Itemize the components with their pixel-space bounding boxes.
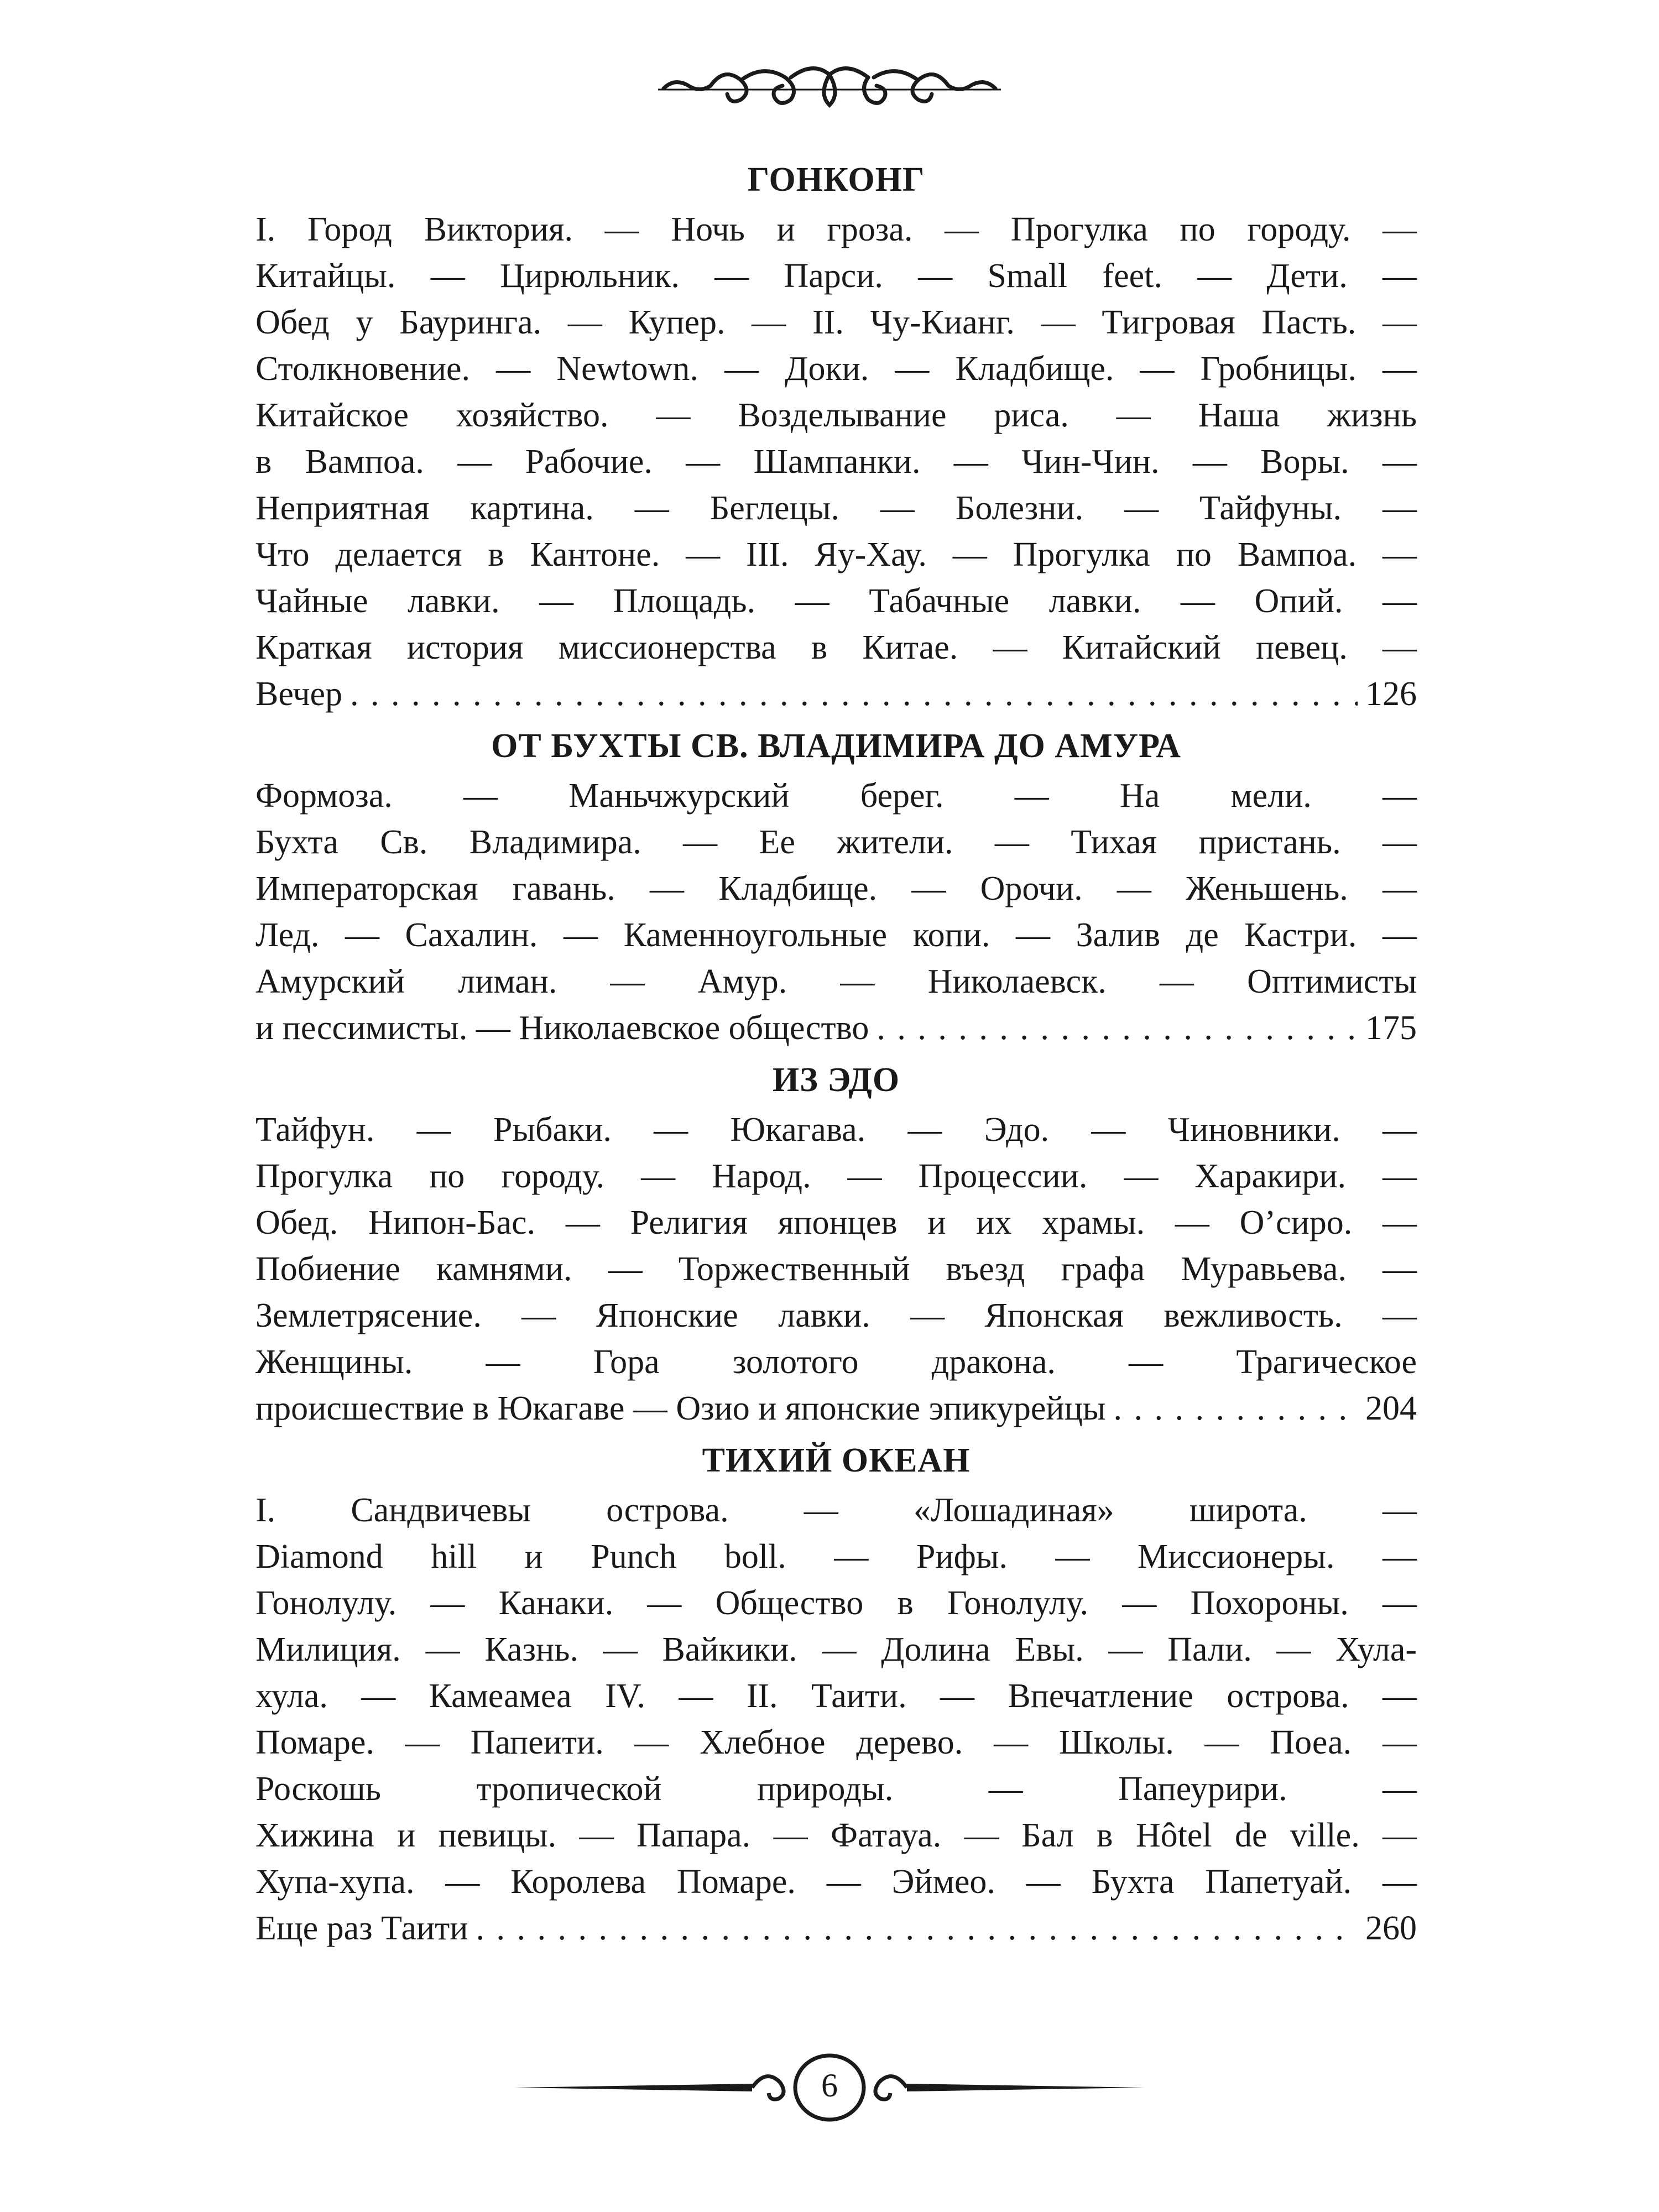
toc-line: I. Город Виктория. — Ночь и гроза. — Прогулка по городу. — [255, 211, 1417, 248]
top-ornament-icon [658, 55, 1001, 116]
toc-line: Помаре. — Папеити. — Хлебное дерево. — Школы. — Поеа. — [255, 1724, 1417, 1761]
toc-line: Обед. Нипон-Бас. — Религия японцев и их храмы. — О’сиро. — [255, 1204, 1417, 1241]
toc-section-pacific-ocean [255, 1438, 1417, 1952]
toc-line: хула. — Камеамеа IV. — II. Таити. — Впечатление острова. — [255, 1677, 1417, 1715]
toc-page-number: 126 [1365, 675, 1417, 713]
toc-line: Неприятная картина. — Беглецы. — Болезни. — Тайфуны. — [255, 489, 1417, 527]
toc-line: Амурский лиман. — Амур. — Николаевск. — Оптимисты [255, 963, 1417, 1000]
section-title: ОТ БУХТЫ СВ. ВЛАДИМИРА ДО АМУРА [491, 727, 1181, 765]
toc-line: Формоза. — Маньчжурский берег. — На мели. — [255, 777, 1417, 815]
toc-line: Роскошь тропической природы. — Папеурири. — [255, 1770, 1417, 1808]
toc-line: Чайные лавки. — Площадь. — Табачные лавки. — Опий. — [255, 582, 1417, 620]
dot-leader [476, 1905, 1358, 1952]
toc-line: Побиение камнями. — Торжественный въезд графа Муравьева. — [255, 1250, 1417, 1288]
toc-section-hong-kong [255, 158, 1417, 717]
toc-line: Гонолулу. — Канаки. — Общество в Гонолулу. — Похороны. — [255, 1584, 1417, 1622]
toc-line: Императорская гавань. — Кладбище. — Орочи. — Женьшень. — [255, 870, 1417, 907]
dot-leader [350, 671, 1358, 717]
toc-page-number: 175 [1365, 1009, 1417, 1047]
toc-line: Столкновение. — Newtown. — Доки. — Кладбище. — Гробницы. — [255, 350, 1417, 388]
toc-line: Обед у Бауринга. — Купер. — II. Чу-Кианг. — Тигровая Пасть. — [255, 304, 1417, 341]
page-number: 6 [821, 2067, 838, 2104]
section-title: ГОНКОНГ [747, 161, 925, 199]
toc-line: Милиция. — Казнь. — Вайкики. — Долина Евы. — Пали. — Хула- [255, 1631, 1417, 1668]
toc-line: Бухта Св. Владимира. — Ее жители. — Тихая пристань. — [255, 823, 1417, 861]
section-title: ТИХИЙ ОКЕАН [702, 1442, 971, 1479]
toc-line: Тайфун. — Рыбаки. — Юкагава. — Эдо. — Чиновники. — [255, 1111, 1417, 1149]
toc-section-edo [255, 1058, 1417, 1432]
toc-line: Лед. — Сахалин. — Каменноугольные копи. — Залив де Кастри. — [255, 916, 1417, 954]
toc-entry-row [255, 1385, 1417, 1432]
toc-line: Китайское хозяйство. — Возделывание риса. — Наша жизнь [255, 397, 1417, 434]
toc-entry-row [255, 1905, 1417, 1952]
toc-entry-text: происшествие в Юкагаве — Озио и японские эпикурейцы [255, 1390, 1106, 1427]
toc-line: Diamond hill и Punch boll. — Рифы. — Миссионеры. — [255, 1538, 1417, 1575]
toc-line: в Вампоа. — Рабочие. — Шампанки. — Чин-Чин. — Воры. — [255, 443, 1417, 481]
dot-leader [1113, 1385, 1358, 1432]
toc-page-number: 204 [1365, 1390, 1417, 1427]
section-title: ИЗ ЭДО [772, 1061, 900, 1099]
toc-page-number: 260 [1365, 1910, 1417, 1947]
toc-entry-text: Еще раз Таити [255, 1910, 468, 1947]
toc-line: Что делается в Кантоне. — III. Яу-Хау. — Прогулка по Вампоа. — [255, 536, 1417, 573]
toc-entry-row [255, 671, 1417, 717]
toc-entry-text: Вечер [255, 675, 343, 713]
toc-entry-row [255, 1005, 1417, 1051]
toc-line: Краткая история миссионерства в Китае. — Китайский певец. — [255, 629, 1417, 666]
toc-line: Землетрясение. — Японские лавки. — Японская вежливость. — [255, 1297, 1417, 1334]
toc-line: Хупа-хупа. — Королева Помаре. — Эймео. — Бухта Папетуай. — [255, 1863, 1417, 1901]
table-of-contents [255, 158, 1417, 1952]
toc-line: I. Сандвичевы острова. — «Лошадиная» широта. — [255, 1491, 1417, 1529]
toc-entry-text: и пессимисты. — Николаевское общество [255, 1009, 869, 1047]
dot-leader [877, 1005, 1358, 1051]
toc-section-vladimir-bay [255, 724, 1417, 1051]
toc-line: Женщины. — Гора золотого дракона. — Трагическое [255, 1343, 1417, 1381]
toc-line: Прогулка по городу. — Народ. — Процессии. — Харакири. — [255, 1157, 1417, 1195]
toc-line: Китайцы. — Цирюльник. — Парси. — Small feet. — Дети. — [255, 257, 1417, 295]
toc-line: Хижина и певицы. — Папара. — Фатауа. — Бал в Hôtel de ville. — [255, 1817, 1417, 1854]
